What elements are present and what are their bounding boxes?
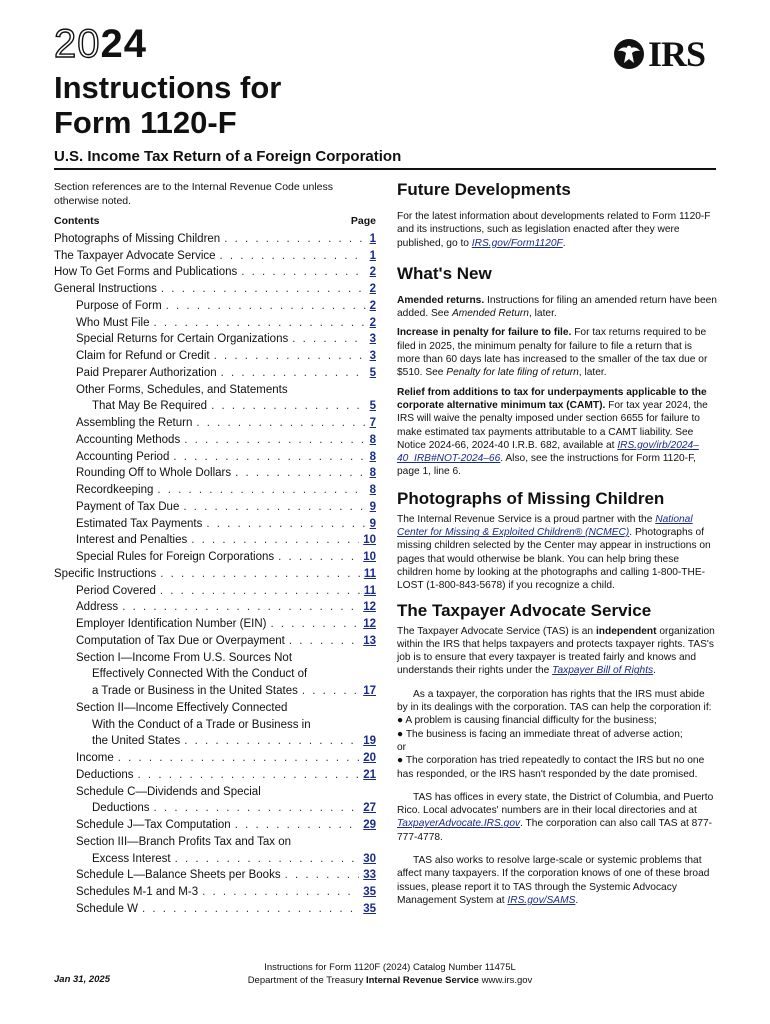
toc-leader-dots <box>221 367 366 379</box>
year-bold: 24 <box>100 22 147 66</box>
toc-page-link[interactable]: 21 <box>363 768 376 781</box>
table-of-contents <box>54 228 376 915</box>
toc-leader-dots <box>292 333 365 345</box>
tas-heading: The Taxpayer Advocate Service <box>397 600 652 620</box>
toc-entry[interactable] <box>54 747 376 764</box>
toc-entry-label: Section II—Income Effectively Connected <box>76 701 288 714</box>
toc-leader-dots <box>211 400 366 412</box>
toc-entry <box>54 714 376 731</box>
toc-entry-label: The Taxpayer Advocate Service <box>54 249 216 262</box>
toc-entry[interactable] <box>54 329 376 346</box>
taxpayer-bill-of-rights-link[interactable]: Taxpayer Bill of Rights <box>552 665 654 677</box>
toc-leader-dots <box>142 903 359 915</box>
toc-entry-label: a Trade or Business in the United States <box>92 685 298 697</box>
toc-page-link[interactable]: 5 <box>369 366 376 379</box>
toc-entry[interactable] <box>54 362 376 379</box>
toc-leader-dots <box>160 568 360 580</box>
tas-paragraph-1: The Taxpayer Advocate Service (TAS) is an independent organization within the IRS that helps taxpayers and protects taxpayer rights. TAS's job is to ensure that every taxpayer is treated fairly and knows and understands their rights under the Taxpayer Bill of Rights. <box>397 625 715 677</box>
toc-entry-label: Who Must File <box>76 316 150 329</box>
tas-bullet-1: ● A problem is causing financial difficulty for the business; <box>397 715 657 727</box>
toc-leader-dots <box>289 635 359 647</box>
document-title <box>54 70 281 140</box>
toc-entry-label: Schedules M-1 and M-3 <box>76 886 199 898</box>
sams-link[interactable]: IRS.gov/SAMS <box>507 894 576 906</box>
toc-page-link[interactable]: 30 <box>363 852 376 865</box>
toc-entry[interactable] <box>54 228 376 245</box>
toc-leader-dots <box>184 735 359 747</box>
bullet-icon: ● <box>397 755 406 767</box>
toc-entry[interactable] <box>54 463 376 480</box>
toc-page-link[interactable]: 2 <box>369 316 376 329</box>
toc-entry-label: General Instructions <box>54 283 157 295</box>
toc-leader-dots <box>191 534 359 546</box>
toc-entry <box>54 664 376 681</box>
toc-entry-label: How To Get Forms and Publications <box>54 266 238 279</box>
toc-leader-dots <box>202 886 359 898</box>
toc-leader-dots <box>235 467 365 479</box>
toc-page-link[interactable]: 8 <box>369 467 376 480</box>
missing-children-heading: Photographs of Missing Children <box>397 488 665 508</box>
toc-entry-label: Schedule L—Balance Sheets per Books <box>76 869 281 882</box>
toc-entry-label: Paid Preparer Authorization <box>76 366 217 379</box>
toc-leader-dots <box>206 518 365 530</box>
toc-entry-label: Schedule W <box>76 902 139 915</box>
toc-header <box>54 215 376 227</box>
form1120f-link[interactable]: IRS.gov/Form1120F <box>471 237 563 249</box>
toc-leader-dots <box>302 685 359 697</box>
toc-entry-label: Payment of Tax Due <box>76 500 180 513</box>
toc-entry <box>54 647 376 664</box>
toc-page-link[interactable]: 1 <box>369 232 376 245</box>
toc-leader-dots <box>224 233 365 245</box>
toc-page-link[interactable]: 3 <box>369 350 376 362</box>
toc-leader-dots <box>214 350 366 362</box>
toc-page-link[interactable]: 29 <box>363 819 376 831</box>
toc-entry-label: Section III—Branch Profits Tax and Tax on <box>76 835 291 848</box>
toc-entry-label: Period Covered <box>76 584 156 597</box>
penalty-item: Increase in penalty for failure to file. For tax returns required to be filed in 2025, the minimum penalty for failure to file a return that is more than 60 days late has increased to the smaller of the tax due or $510. See Penalty for late filing of return, later. <box>397 327 708 379</box>
tas-paragraph-4: TAS also works to resolve large-scale or systemic problems that affect many taxpayers. If the corporation knows of one of these broad issues, please report it to TAS through the Systemic Advocacy Management System at IRS.gov/SAMS. <box>397 854 710 906</box>
toc-entry[interactable] <box>54 513 376 530</box>
toc-entry-label: Schedule C—Dividends and Special <box>76 785 261 798</box>
toc-page-link[interactable]: 9 <box>369 500 376 513</box>
toc-page-link[interactable]: 2 <box>369 299 376 312</box>
missing-children-text: The Internal Revenue Service is a proud partner with the National Center for Missing & Exploited Children® (NCMEC). Photographs of missing children selected by the Center may appear in instructions on pages that would otherwise be blank. You can help bring these children home by looking at the photographs and calling 1-800-THE-LOST (1-800-843-5678) if you recognize a child. <box>397 513 711 592</box>
toc-page-link[interactable]: 20 <box>363 752 376 764</box>
toc-entry-label: Address <box>76 601 119 614</box>
footer-line-1: Instructions for Form 1120F (2024) Catalog Number 11475L <box>264 962 516 973</box>
toc-page-link[interactable]: 2 <box>369 283 376 295</box>
toc-heading: Contents <box>54 215 100 227</box>
toc-entry[interactable] <box>54 865 376 882</box>
toc-entry[interactable] <box>54 496 376 513</box>
toc-entry-label: Effectively Connected With the Conduct of <box>92 668 308 681</box>
toc-entry[interactable] <box>54 312 376 329</box>
toc-entry[interactable] <box>54 278 376 295</box>
toc-entry[interactable] <box>54 429 376 446</box>
tas-bullet-2: ● The business is facing an immediate threat of adverse action; <box>397 728 683 740</box>
footer-date: Jan 31, 2025 <box>54 974 110 985</box>
toc-leader-dots <box>173 451 365 463</box>
year-outline: 20 <box>54 22 101 66</box>
toc-leader-dots <box>161 283 366 295</box>
toc-entry-label: Specific Instructions <box>54 567 157 580</box>
toc-page-link[interactable]: 33 <box>363 869 376 882</box>
toc-page-link[interactable]: 11 <box>363 584 376 597</box>
toc-entry[interactable] <box>54 814 376 831</box>
irs-logo <box>612 36 716 72</box>
toc-leader-dots <box>175 853 360 865</box>
toc-leader-dots <box>278 551 359 563</box>
toc-entry <box>54 781 376 798</box>
toc-entry-label: Assembling the Return <box>76 417 193 429</box>
toc-leader-dots <box>118 752 359 764</box>
toc-entry[interactable] <box>54 881 376 898</box>
toc-entry[interactable] <box>54 731 376 748</box>
toc-entry[interactable] <box>54 798 376 815</box>
irs-eagle-icon <box>612 37 646 71</box>
toc-leader-dots <box>285 869 360 881</box>
toc-entry-label: the United States <box>92 735 181 748</box>
toc-entry-label: Special Rules for Foreign Corporations <box>76 551 275 563</box>
toc-entry[interactable] <box>54 630 376 647</box>
toc-entry[interactable] <box>54 848 376 865</box>
toc-entry[interactable] <box>54 262 376 279</box>
toc-leader-dots <box>157 484 365 496</box>
future-text: For the latest information about developments related to Form 1120-F and its instructions, such as legislation enacted after they were published, go to IRS.gov/Form1120F. <box>397 211 711 249</box>
toc-leader-dots <box>138 769 360 781</box>
toc-entry-label: Computation of Tax Due or Overpayment <box>76 634 285 647</box>
toc-entry[interactable] <box>54 613 376 630</box>
notice-2024-66-link[interactable]: IRS.gov/irb/2024–40_IRB#NOT-2024–66 <box>397 439 699 465</box>
toc-leader-dots <box>220 250 366 262</box>
toc-entry-label: Accounting Methods <box>76 433 181 446</box>
toc-entry[interactable] <box>54 345 376 362</box>
toc-entry-label: Rounding Off to Whole Dollars <box>76 467 232 480</box>
toc-page-link[interactable]: 10 <box>363 551 376 563</box>
toc-page-link[interactable]: 35 <box>363 902 376 915</box>
toc-entry[interactable] <box>54 546 376 563</box>
toc-page-link[interactable]: 5 <box>369 400 376 413</box>
tas-paragraph-2: As a taxpayer, the corporation has rights that the IRS must abide by in its dealings with the corporation. TAS can help the corporation if: <box>397 688 712 714</box>
tas-or: or <box>397 741 407 753</box>
toc-entry-label: Photographs of Missing Children <box>54 232 221 245</box>
toc-entry[interactable] <box>54 412 376 429</box>
toc-entry-label: Employer Identification Number (EIN) <box>76 618 267 630</box>
toc-leader-dots <box>270 618 359 630</box>
toc-page-link[interactable]: 19 <box>363 735 376 748</box>
toc-page-link[interactable]: 12 <box>363 618 376 630</box>
toc-entry-label: Recordkeeping <box>76 484 154 496</box>
toc-leader-dots <box>160 585 360 597</box>
toc-page-link[interactable]: 27 <box>363 802 376 815</box>
footer-catalog <box>190 961 590 987</box>
toc-entry[interactable] <box>54 530 376 547</box>
toc-entry[interactable] <box>54 396 376 413</box>
toc-page-link[interactable]: 2 <box>369 266 376 279</box>
toc-page-link[interactable]: 3 <box>369 333 376 346</box>
title-line-1: Instructions for <box>54 70 282 105</box>
toc-page-link[interactable]: 8 <box>369 450 376 463</box>
toc-entry-label: With the Conduct of a Trade or Business in <box>92 718 311 731</box>
bullet-icon: ● <box>397 728 406 740</box>
toc-entry-label: Excess Interest <box>92 852 171 865</box>
amended-returns-item: Amended returns. Instructions for filing an amended return have been added. See Amended Return, later. <box>397 294 717 320</box>
toc-leader-dots <box>122 601 359 613</box>
toc-page-link[interactable]: 8 <box>369 433 376 446</box>
toc-entry[interactable] <box>54 898 376 915</box>
toc-entry-label: Other Forms, Schedules, and Statements <box>76 383 288 396</box>
whats-new-heading: What's New <box>397 263 492 283</box>
taxpayer-advocate-link[interactable]: TaxpayerAdvocate.IRS.gov <box>397 818 521 830</box>
future-heading: Future Developments <box>397 180 571 199</box>
toc-entry <box>54 379 376 396</box>
toc-entry-label: Claim for Refund or Credit <box>76 350 210 362</box>
toc-entry <box>54 831 376 848</box>
bullet-icon: ● <box>397 715 406 727</box>
toc-entry[interactable] <box>54 680 376 697</box>
toc-entry-label: Estimated Tax Payments <box>76 517 203 530</box>
tas-bullet-3: ● The corporation has tried repeatedly to contact the IRS but no one has responded, or the IRS hasn't responded by the date promised. <box>397 755 705 780</box>
toc-leader-dots <box>154 317 366 329</box>
tas-paragraph-3: TAS has offices in every state, the District of Columbia, and Puerto Rico. Local advocates' numbers are in their local directories and at TaxpayerAdvocate.IRS.gov. The corporation can also call TAS at 877-777-4778. <box>397 791 714 843</box>
toc-entry[interactable] <box>54 597 376 614</box>
toc-page-link[interactable]: 13 <box>363 634 376 647</box>
toc-entry[interactable] <box>54 446 376 463</box>
toc-leader-dots <box>154 802 360 814</box>
toc-leader-dots <box>235 819 360 831</box>
intro-text: Section references are to the Internal Revenue Code unless otherwise noted. <box>54 181 334 207</box>
toc-leader-dots <box>196 417 365 429</box>
toc-page-link[interactable]: 10 <box>363 534 376 547</box>
toc-leader-dots <box>241 266 365 278</box>
footer-line-2: Department of the Treasury Internal Revenue Service www.irs.gov <box>247 975 533 986</box>
toc-page-heading: Page <box>350 215 376 227</box>
toc-entry-label: Accounting Period <box>76 450 170 463</box>
toc-page-link[interactable]: 12 <box>363 601 376 614</box>
toc-page-link[interactable]: 17 <box>363 685 376 697</box>
toc-entry[interactable] <box>54 479 376 496</box>
toc-entry[interactable] <box>54 295 376 312</box>
toc-entry <box>54 697 376 714</box>
toc-entry-label: Interest and Penalties <box>76 534 188 547</box>
camt-relief-item: Relief from additions to tax for underpayments applicable to the corporate alternative minimum tax (CAMT). For tax year 2024, the IRS will waive the penalty imposed under section 6655 for failure to make estimated tax payments attributable to a CAMT liability. See Notice 2024-66, 2024-40 I.R.B. 682, available at IRS.gov/irb/2024–40_IRB#NOT-2024–66. Also, see the instructions for Form 1120-F, page 1, line 6. <box>397 386 708 478</box>
toc-entry-label: Income <box>76 752 114 764</box>
toc-entry[interactable] <box>54 245 376 262</box>
ncmec-link[interactable]: National Center for Missing & Exploited Children® (NCMEC) <box>397 513 693 539</box>
title-line-2: Form 1120-F <box>54 105 237 140</box>
toc-page-link[interactable]: 11 <box>363 567 376 580</box>
toc-page-link[interactable]: 35 <box>363 886 376 898</box>
toc-entry[interactable] <box>54 580 376 597</box>
toc-page-link[interactable]: 1 <box>369 249 376 262</box>
toc-entry-label: Special Returns for Certain Organizations <box>76 333 289 346</box>
right-column <box>397 180 717 913</box>
toc-leader-dots <box>184 434 365 446</box>
irs-logo-text: IRS <box>648 34 706 74</box>
document-subtitle: U.S. Income Tax Return of a Foreign Corporation <box>54 148 402 165</box>
toc-entry-label: Purpose of Form <box>76 299 162 312</box>
toc-leader-dots <box>183 501 365 513</box>
toc-leader-dots <box>166 300 366 312</box>
header-divider <box>54 168 716 170</box>
toc-entry-label: That May Be Required <box>92 400 208 413</box>
toc-entry[interactable] <box>54 764 376 781</box>
toc-entry-label: Section I—Income From U.S. Sources Not <box>76 651 293 664</box>
toc-page-link[interactable]: 9 <box>369 517 376 530</box>
toc-page-link[interactable]: 8 <box>369 484 376 496</box>
form-year <box>54 22 147 66</box>
toc-entry-label: Deductions <box>76 768 134 781</box>
toc-entry-label: Schedule J—Tax Computation <box>76 819 231 831</box>
toc-page-link[interactable]: 7 <box>369 417 376 429</box>
toc-entry-label: Deductions <box>92 802 150 815</box>
toc-entry[interactable] <box>54 563 376 580</box>
